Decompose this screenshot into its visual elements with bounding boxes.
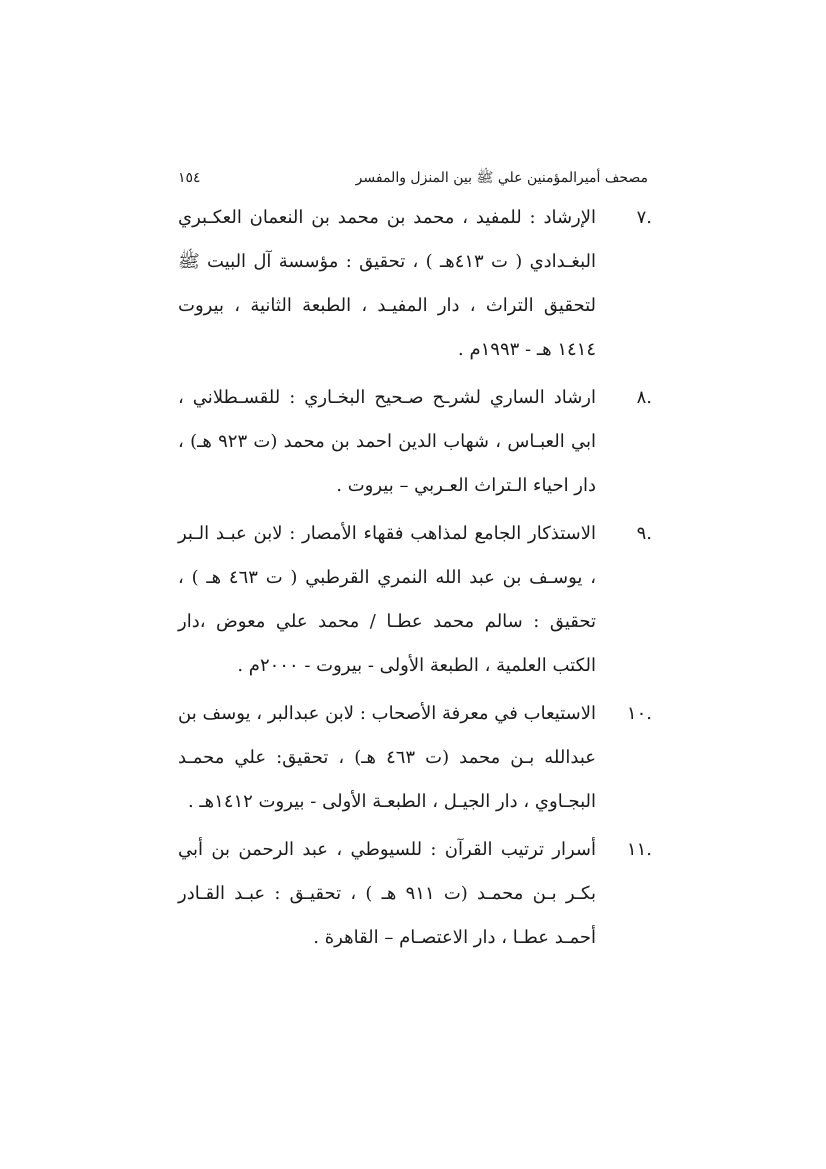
reference-text: الاستذكار الجامع لمذاهب فقهاء الأمصار : لابن عبـد الـبر ، يوسـف بن عبد الله النمري القرطبي ( ت ٤٦٣ هـ ) ، تحقيق : سالم محمد عطـا / محمد علي معوض ،دار الكتب العلمية ، الطبعة الأولى - بيروت - ٢٠٠٠م . <box>178 523 597 676</box>
page-number: ١٥٤ <box>178 170 201 186</box>
reference-text: الاستيعاب في معرفة الأصحاب : لابن عبدالبر ، يوسف بن عبدالله بـن محمد (ت ٤٦٣ هـ) ، تحقيق: علي محمـد البجـاوي ، دار الجيـل ، الطبعـة الأولى - بيروت ١٤١٢هـ . <box>178 703 596 812</box>
reference-number: .١١ <box>626 839 652 860</box>
reference-text: أسرار ترتيب القرآن : للسيوطي ، عبد الرحمن بن أبي بكـر بـن محمـد (ت ٩١١ هـ ) ، تحقيـق : عبـد القـادر أحمـد عطـا ، دار الاعتصـام – القاهرة . <box>178 839 596 948</box>
reference-number: .٩ <box>636 523 652 544</box>
reference-item <box>178 512 652 688</box>
reference-number: .١٠ <box>626 703 652 724</box>
running-header-title: مصحف أميرالمؤمنين علي ﷺ بين المنزل والمفسر <box>355 170 648 186</box>
reference-text: الإرشاد : للمفيد ، محمد بن محمد بن النعمان العكـبري البغـدادي ( ت ٤١٣هـ ) ، تحقيق : مؤسسة آل البيت ﷺ لتحقيق التراث ، دار المفيـد ، الطبعة الثانية ، بيروت ١٤١٤ هـ - ١٩٩٣م . <box>178 207 596 360</box>
reference-item <box>178 196 652 372</box>
references-list <box>178 196 652 960</box>
reference-item <box>178 692 652 824</box>
reference-text: ارشاد الساري لشرـح صـحيح البخـاري : للقسـطلاني ، ابي العبـاس ، شهاب الدين احمد بن محمد (ت ٩٢٣ هـ) ، دار احياء الـتراث العـربي – بيروت . <box>178 387 596 496</box>
running-header <box>178 166 648 190</box>
reference-number: .٧ <box>636 207 652 228</box>
reference-number: .٨ <box>636 387 652 408</box>
reference-item <box>178 828 652 960</box>
reference-item <box>178 376 652 508</box>
